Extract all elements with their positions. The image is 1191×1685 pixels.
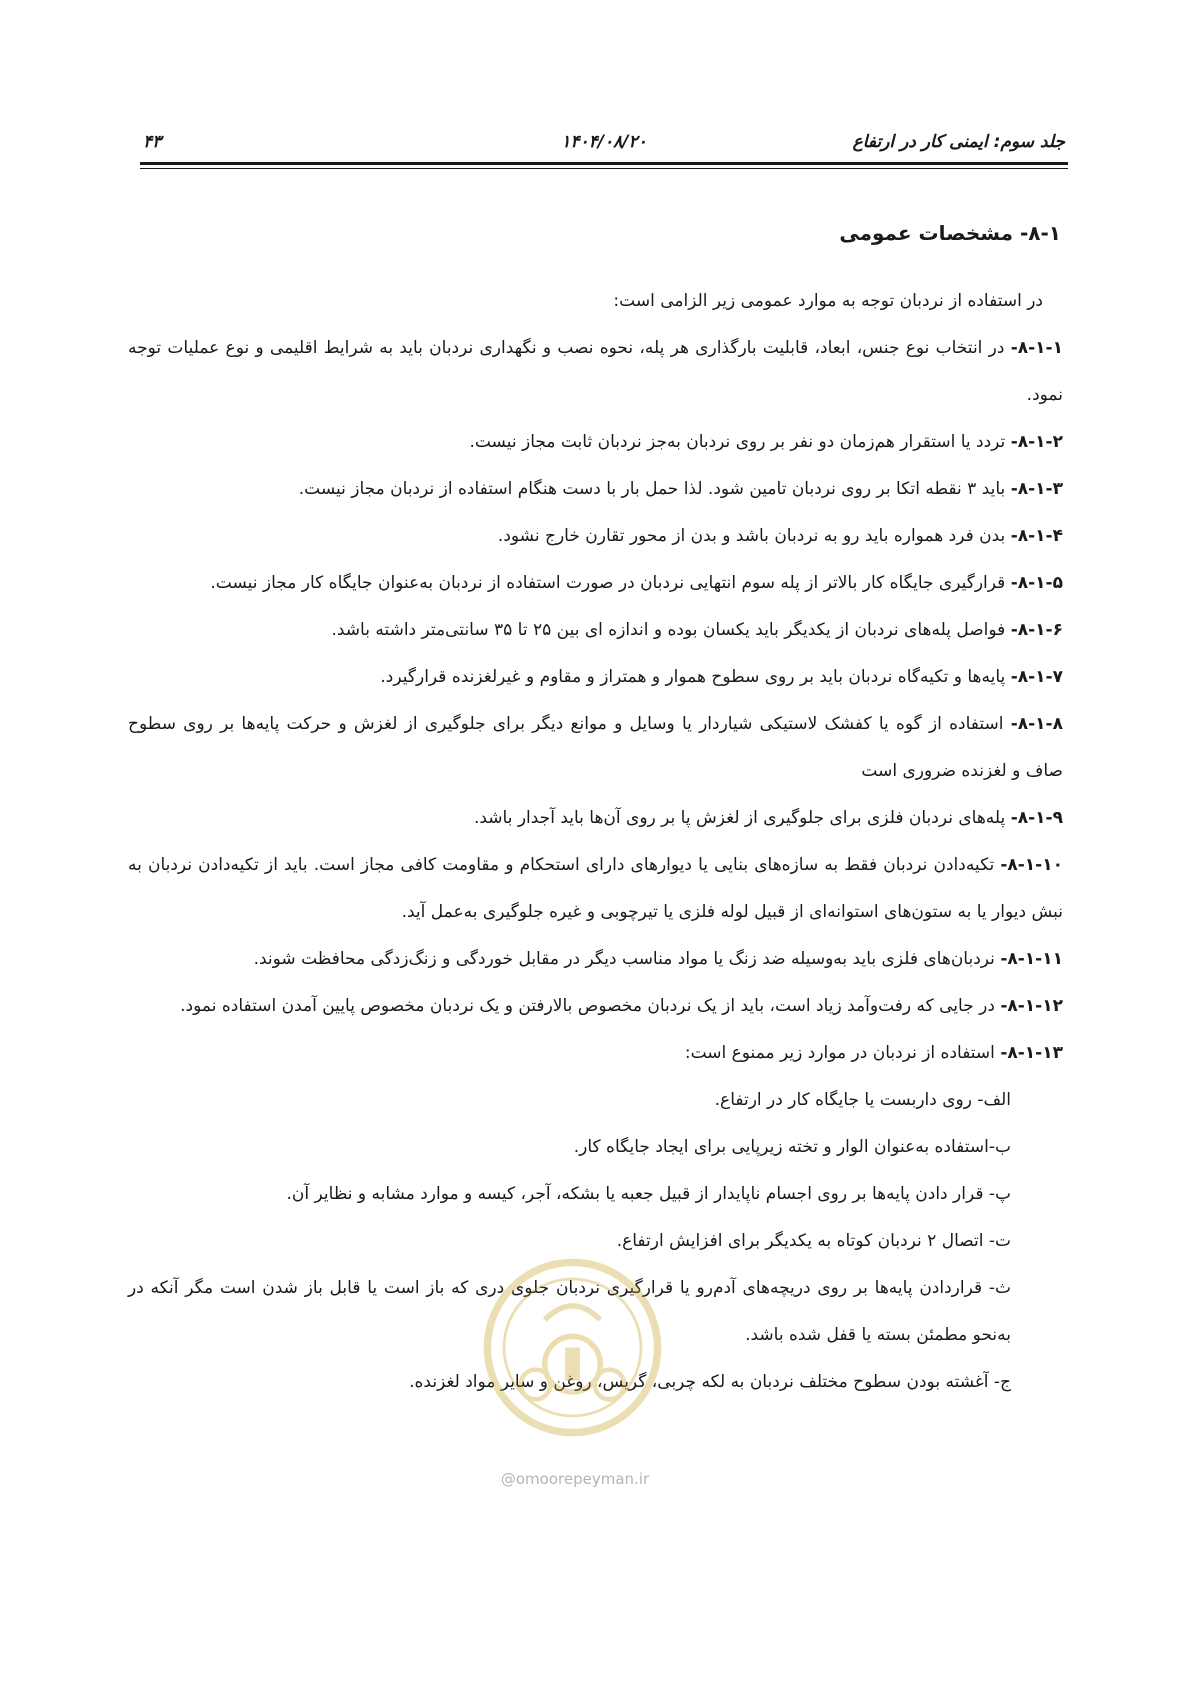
- header-rule-thin: [140, 168, 1068, 169]
- clause-number: ۸-۱-۱۲-: [1000, 996, 1063, 1016]
- clause-item: [128, 325, 1063, 419]
- watermark-url: @omoorepeyman.ir: [500, 1470, 650, 1488]
- clause-text: در انتخاب نوع جنس، ابعاد، قابلیت بارگذاری هر پله، نحوه نصب و نگهداری نردبان باید به شرایط اقلیمی و نوع عملیات توجه نمود.: [128, 338, 1063, 405]
- clause-number: ۸-۱-۶-: [1010, 620, 1063, 640]
- clause-number: ۸-۱-۸-: [1010, 714, 1063, 734]
- clause-number: ۸-۱-۵-: [1010, 573, 1063, 593]
- header-date: ۱۴۰۴/۰۸/۲۰: [561, 132, 647, 152]
- prohibited-item: ت- اتصال ۲ نردبان کوتاه به یکدیگر برای افزایش ارتفاع.: [616, 1231, 1011, 1251]
- prohibited-item: ب-استفاده به‌عنوان الوار و تخته زیرپایی برای ایجاد جایگاه کار.: [573, 1137, 1011, 1157]
- clause-text: در جایی که رفت‌وآمد زیاد است، باید از یک نردبان مخصوص بالارفتن و یک نردبان مخصوص پایین آمدن استفاده نمود.: [180, 996, 1001, 1016]
- clause-item: [128, 936, 1063, 983]
- prohibited-item: ث- قراردادن پایه‌ها بر روی دریچه‌های آدم‌رو یا قرارگیری نردبان جلوی دری که باز است یا قابل باز شدن است مگر آنکه در به‌نحو مطمئن بسته یا قفل شده باشد.: [128, 1278, 1011, 1345]
- prohibited-item: الف- روی داربست یا جایگاه کار در ارتفاع.: [714, 1090, 1011, 1110]
- clause-item: [128, 795, 1063, 842]
- header-rule-thick: [140, 162, 1068, 165]
- clause-item: [128, 419, 1063, 466]
- clause-text: نردبان‌های فلزی باید به‌وسیله ضد زنگ یا مواد مناسب دیگر در مقابل خوردگی و زنگ‌زدگی محافظت شوند.: [253, 949, 1001, 969]
- section-title: مشخصات عمومی: [839, 221, 1013, 245]
- clause-number: ۸-۱-۷-: [1010, 667, 1063, 687]
- clause-item: [128, 654, 1063, 701]
- intro-paragraph: در استفاده از نردبان توجه به موارد عمومی زیر الزامی است:: [613, 291, 1043, 311]
- clause-text: بدن فرد همواره باید رو به نردبان باشد و بدن از محور تقارن خارج نشود.: [497, 526, 1011, 546]
- clause-text: تکیه‌دادن نردبان فقط به سازه‌های بنایی یا دیوارهای دارای استحکام و مقاومت کافی مجاز است. باید از تکیه‌دادن نردبان به نبش دیوار یا به ستون‌های استوانه‌ای از قبیل لوله فلزی یا تیرچوبی و غیره جلوگیری به‌عمل آید.: [128, 855, 1063, 922]
- clause-item: [128, 560, 1063, 607]
- clause-number: ۸-۱-۱۳-: [1000, 1043, 1063, 1063]
- prohibited-item: پ- قرار دادن پایه‌ها بر روی اجسام ناپایدار از قبیل جعبه یا بشکه، آجر، کیسه و موارد مشابه و نظایر آن.: [286, 1184, 1011, 1204]
- page-number: ۴۳: [143, 132, 162, 152]
- clause-text: تردد یا استقرار هم‌زمان دو نفر بر روی نردبان به‌جز نردبان ثابت مجاز نیست.: [469, 432, 1011, 452]
- page-header: [143, 130, 1065, 158]
- section-heading: [128, 218, 1061, 248]
- clause-item: [128, 513, 1063, 560]
- main-content: [128, 218, 1063, 1406]
- clause-text: پله‌های نردبان فلزی برای جلوگیری از لغزش پا بر روی آن‌ها باید آجدار باشد.: [473, 808, 1011, 828]
- clause-number: ۸-۱-۱-: [1010, 338, 1063, 358]
- clause-list: [128, 325, 1063, 1077]
- clause-item: [128, 466, 1063, 513]
- clause-number: ۸-۱-۱۰-: [1000, 855, 1063, 875]
- clause-number: ۸-۱-۹-: [1010, 808, 1063, 828]
- clause-number: ۸-۱-۱۱-: [1000, 949, 1063, 969]
- clause-text: قرارگیری جایگاه کار بالاتر از پله سوم انتهایی نردبان در صورت استفاده از نردبان به‌عنوان جایگاه کار مجاز نیست.: [210, 573, 1011, 593]
- clause-text: استفاده از گوه یا کفشک لاستیکی شیاردار یا وسایل و موانع دیگر برای جلوگیری از لغزش و حرکت پایه‌ها بر روی سطوح صاف و لغزنده ضروری است: [128, 714, 1063, 781]
- clause-text: استفاده از نردبان در موارد زیر ممنوع است:: [684, 1043, 1001, 1063]
- clause-number: ۸-۱-۳-: [1010, 479, 1063, 499]
- clause-item: [128, 842, 1063, 936]
- clause-item: [128, 1030, 1063, 1077]
- volume-title: جلد سوم: ایمنی کار در ارتفاع: [852, 132, 1065, 152]
- prohibited-item: ج- آغشته بودن سطوح مختلف نردبان به لکه چربی، گریس، روغن و سایر مواد لغزنده.: [409, 1372, 1011, 1392]
- watermark-seal-icon: [480, 1255, 665, 1440]
- clause-item: [128, 983, 1063, 1030]
- clause-number: ۸-۱-۴-: [1010, 526, 1063, 546]
- clause-item: [128, 607, 1063, 654]
- clause-number: ۸-۱-۲-: [1010, 432, 1063, 452]
- clause-text: باید ۳ نقطه اتکا بر روی نردبان تامین شود. لذا حمل بار با دست هنگام استفاده از نردبان مجاز نیست.: [298, 479, 1011, 499]
- clause-text: فواصل پله‌های نردبان از یکدیگر باید یکسان بوده و اندازه ای بین ۲۵ تا ۳۵ سانتی‌متر داشته باشد.: [331, 620, 1011, 640]
- clause-item: [128, 701, 1063, 795]
- section-number: ۸-۱-: [1019, 221, 1061, 245]
- clause-text: پایه‌ها و تکیه‌گاه نردبان باید بر روی سطوح هموار و همتراز و مقاوم و غیرلغزنده قرارگیرد.: [380, 667, 1011, 687]
